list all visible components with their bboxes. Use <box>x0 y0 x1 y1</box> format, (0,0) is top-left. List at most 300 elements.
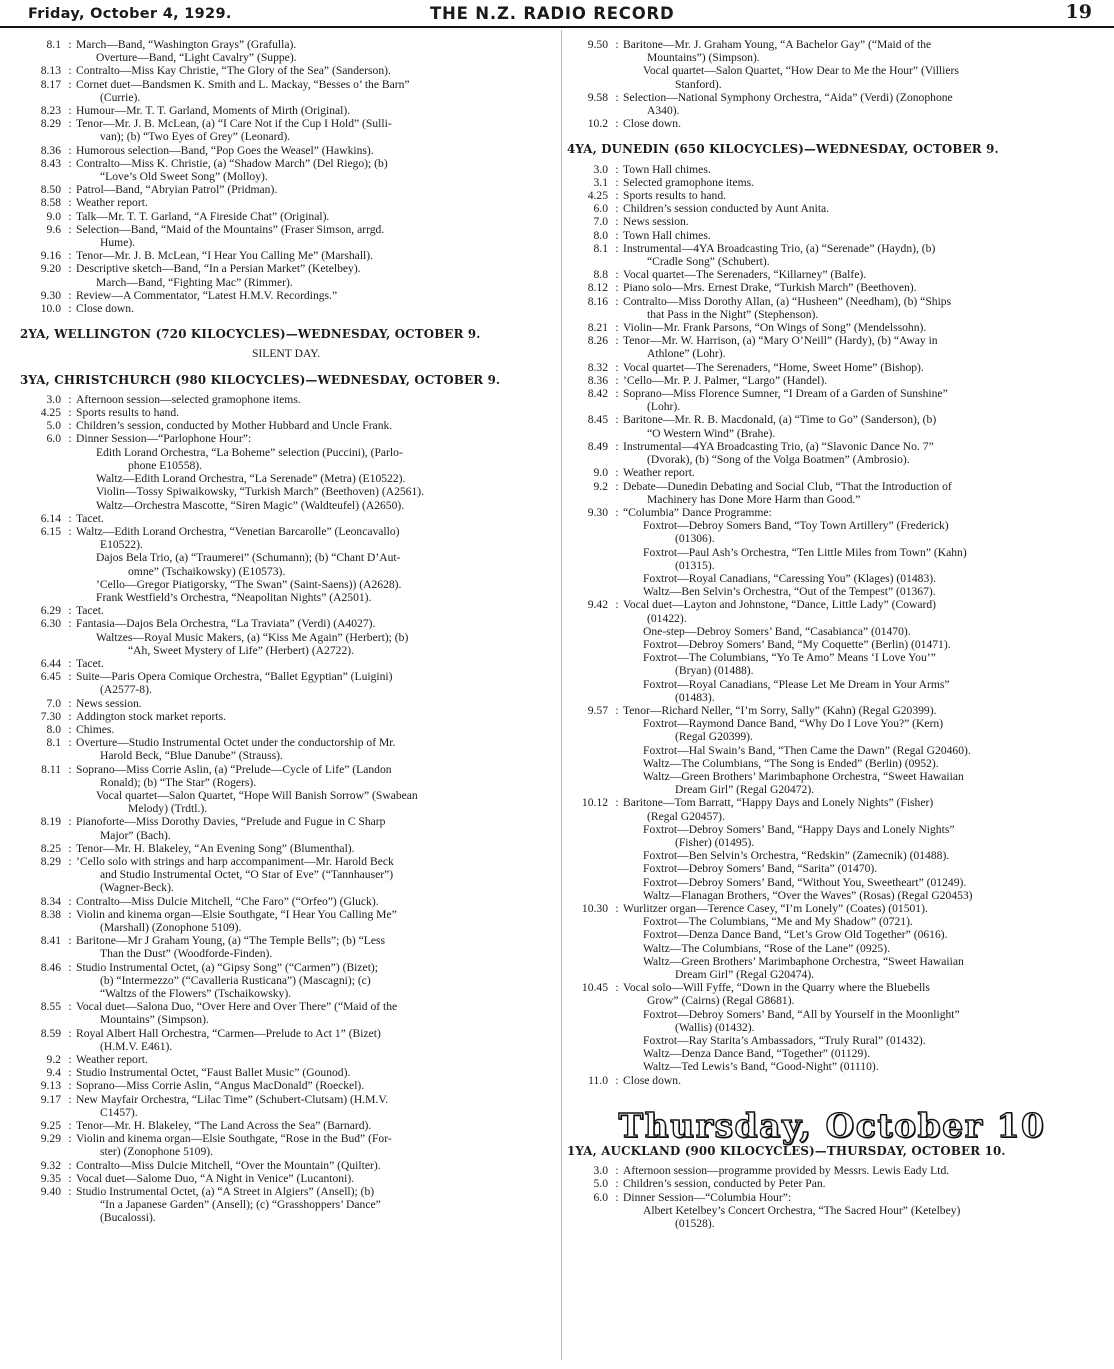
entry-time: 7.30 <box>40 709 61 723</box>
entry-text <box>76 934 552 960</box>
right-column <box>567 38 1097 1230</box>
station-note: SILENT DAY. <box>251 347 321 361</box>
time-separator: : <box>68 511 72 525</box>
entry-text <box>76 736 552 762</box>
programme-sub-entry <box>567 876 1097 889</box>
entry-time: 9.50 <box>587 38 608 51</box>
programme-sub-entry <box>567 64 1097 90</box>
entry-line: Studio Instrumental Octet, (a) “A Street in Algiers” (Ansell); (b) <box>76 1185 375 1199</box>
time-separator: : <box>68 196 72 210</box>
time-separator: : <box>615 598 619 612</box>
entry-text <box>76 1053 552 1066</box>
entry-text <box>76 1093 552 1119</box>
entry-time: 8.1 <box>46 38 61 51</box>
programme-entry <box>20 183 552 196</box>
programme-entry <box>20 117 552 143</box>
time-separator: : <box>615 189 619 203</box>
entry-time: 3.0 <box>593 162 608 176</box>
time-separator: : <box>68 960 72 974</box>
entry-text <box>76 763 552 789</box>
entry-line: Than the Dust” (Woodforde-Finden). <box>100 947 273 961</box>
time-separator: : <box>68 894 72 908</box>
programme-entry <box>20 78 552 104</box>
entry-time: 8.12 <box>587 281 608 295</box>
entry-line: omne” (Tschaikowsky) (E10573). <box>128 564 286 578</box>
entry-text <box>623 117 1097 130</box>
entry-line: Foxtrot—Paul Ash’s Orchestra, “Ten Little Miles from Town” (Kahn) <box>643 545 967 559</box>
entry-text <box>76 657 552 670</box>
entry-line: Melody) (Trdtl.). <box>128 802 208 816</box>
programme-entry <box>20 1027 552 1053</box>
entry-line: Foxtrot—Denza Dance Band, “Let’s Grow Old Together” (0616). <box>643 928 948 942</box>
entry-line: March—Band, “Washington Grays” (Grafulla). <box>76 38 297 51</box>
entry-line: (b) “Intermezzo” (“Cavalleria Rusticana”) (Mascagni); (c) <box>100 973 371 987</box>
entry-text <box>623 215 1097 228</box>
programme-entry <box>20 393 552 406</box>
entry-text <box>76 1119 552 1132</box>
entry-text <box>76 78 552 104</box>
entry-line: (Wagner-Beck). <box>100 881 174 895</box>
programme-sub-entry <box>567 757 1097 770</box>
entry-text <box>76 64 552 77</box>
entry-line: Vocal solo—Will Fyffe, “Down in the Quarry where the Bluebells <box>623 981 930 995</box>
entry-line: Grow” (Cairns) (Regal G8681). <box>647 994 795 1008</box>
time-separator: : <box>68 1185 72 1199</box>
entry-line: Baritone—Tom Barratt, “Happy Days and Lonely Nights” (Fisher) <box>623 796 934 810</box>
time-separator: : <box>68 1053 72 1067</box>
programme-sub-entry <box>567 1060 1097 1073</box>
entry-time: 9.2 <box>593 479 608 493</box>
programme-entry <box>20 1159 552 1172</box>
station-heading: 1YA, AUCKLAND (900 KILOCYCLES)—THURSDAY, OCTOBER 10. <box>567 1144 1006 1159</box>
entry-line: and Studio Instrumental Octet, “O Star of Eve” (“Tannhauser”) <box>100 868 394 882</box>
time-separator: : <box>68 392 72 406</box>
entry-line: Children’s session conducted by Aunt Anita. <box>623 202 830 216</box>
station-heading: 3YA, CHRISTCHURCH (980 KILOCYCLES)—WEDNESDAY, OCTOBER 9. <box>20 372 501 387</box>
entry-time: 8.13 <box>40 64 61 78</box>
time-separator: : <box>68 77 72 91</box>
entry-text <box>76 1066 552 1079</box>
programme-entry <box>20 961 552 1001</box>
station-heading: 2YA, WELLINGTON (720 KILOCYCLES)—WEDNESDAY, OCTOBER 9. <box>20 327 481 342</box>
entry-text <box>623 704 1097 717</box>
entry-text <box>76 855 552 895</box>
time-separator: : <box>68 38 72 51</box>
entry-time: 9.58 <box>587 90 608 104</box>
entry-line: (Fisher) (01495). <box>675 835 755 849</box>
time-separator: : <box>615 1190 619 1204</box>
time-separator: : <box>615 1164 619 1178</box>
time-separator: : <box>68 1132 72 1146</box>
entry-time: 8.29 <box>40 854 61 868</box>
programme-entry <box>20 604 552 617</box>
programme-entry <box>20 736 552 762</box>
entry-time: 8.36 <box>40 143 61 157</box>
time-separator: : <box>615 162 619 176</box>
time-separator: : <box>615 241 619 255</box>
time-separator: : <box>615 117 619 131</box>
entry-line: van); (b) “Two Eyes of Grey” (Leonard). <box>100 130 291 144</box>
entry-text <box>76 262 552 275</box>
left-column <box>20 38 552 1225</box>
entry-line: Contralto—Miss Dulcie Mitchell, “Che Faro” (“Orfeo”) (Gluck). <box>76 894 379 908</box>
entry-line: E10522). <box>100 538 143 552</box>
entry-time: 9.0 <box>593 466 608 480</box>
entry-line: Waltz—Edith Lorand Orchestra, “Venetian Barcarolle” (Leoncavallo) <box>76 524 400 538</box>
entry-line: (Dvorak), (b) “Song of the Volga Boatmen” (Ambrosio). <box>647 453 910 467</box>
programme-entry <box>20 196 552 209</box>
programme-entry <box>20 617 552 630</box>
entry-line: “Columbia” Dance Programme: <box>623 505 772 519</box>
entry-line: Wurlitzer organ—Terence Casey, “I’m Lonely” (Coates) (01501). <box>623 902 928 915</box>
entry-text <box>76 144 552 157</box>
entry-line: Waltz—Flanagan Brothers, “Over the Waves” (Rosas) (Regal G20453) <box>643 888 973 902</box>
entry-line: Soprano—Miss Florence Sumner, “I Dream of a Garden of Sunshine” <box>623 387 948 401</box>
time-separator: : <box>615 981 619 995</box>
entry-line: Albert Ketelbey’s Concert Orchestra, “The Sacred Hour” (Ketelbey) <box>643 1203 961 1217</box>
programme-entry <box>567 413 1097 439</box>
programme-entry <box>20 144 552 157</box>
entry-line: Review—A Commentator, “Latest H.M.V. Recordings.” <box>76 288 338 302</box>
entry-line: Studio Instrumental Octet, (a) “Gipsy Song” (“Carmen”) (Bizet); <box>76 960 378 974</box>
time-separator: : <box>68 249 72 263</box>
entry-time: 6.15 <box>40 524 61 538</box>
time-separator: : <box>615 1073 619 1087</box>
entry-time: 10.45 <box>581 981 608 995</box>
entry-time: 8.1 <box>46 736 61 750</box>
entry-line: Foxtrot—Debroy Somers’ Band, “Sarita” (01470). <box>643 862 878 876</box>
entry-line: Contralto—Miss K. Christie, (a) “Shadow March” (Del Riego); (b) <box>76 156 388 170</box>
entry-time: 3.0 <box>593 1164 608 1178</box>
entry-text <box>623 440 1097 466</box>
programme-entry <box>567 176 1097 189</box>
entry-text <box>623 202 1097 215</box>
entry-line: Tenor—Mr. J. B. McLean, “I Hear You Calling Me” (Marshall). <box>76 249 374 263</box>
entry-time: 8.8 <box>593 268 608 282</box>
programme-entry <box>20 432 552 445</box>
entry-line: Contralto—Miss Dorothy Allan, (a) “Husheen” (Needham), (b) “Ships <box>623 294 952 308</box>
entry-text <box>76 617 552 630</box>
entry-text <box>76 432 552 445</box>
entry-text <box>76 210 552 223</box>
entry-line: Baritone—Mr J Graham Young, (a) “The Temple Bells”; (b) “Less <box>76 934 386 948</box>
entry-time: 8.19 <box>40 815 61 829</box>
entry-line: Foxtrot—Debroy Somers’ Band, “My Coquette” (Berlin) (01471). <box>643 637 951 651</box>
programme-entry <box>567 91 1097 117</box>
time-separator: : <box>68 1079 72 1093</box>
entry-time: 8.41 <box>40 934 61 948</box>
entry-time: 7.0 <box>593 215 608 229</box>
entry-line: (01422). <box>647 611 687 625</box>
programme-entry <box>567 229 1097 242</box>
entry-time: 8.45 <box>587 413 608 427</box>
entry-line: Selection—Band, “Maid of the Mountains” (Fraser Simson, arrgd. <box>76 222 385 236</box>
entry-line: “O Western Wind” (Brahe). <box>647 426 776 440</box>
entry-time: 9.35 <box>40 1171 61 1185</box>
programme-sub-entry <box>567 915 1097 928</box>
programme-sub-entry <box>20 578 552 591</box>
programme-entry <box>20 710 552 723</box>
programme-entry <box>20 262 552 275</box>
programme-entry <box>20 104 552 117</box>
programme-entry <box>567 202 1097 215</box>
time-separator: : <box>68 1158 72 1172</box>
time-separator: : <box>615 321 619 335</box>
entry-line: (01483). <box>675 690 715 704</box>
time-separator: : <box>615 38 619 51</box>
time-separator: : <box>615 90 619 104</box>
entry-text <box>623 334 1097 360</box>
programme-entry <box>20 223 552 249</box>
time-separator: : <box>615 360 619 374</box>
entry-line: (01306). <box>675 532 715 546</box>
entry-line: Edith Lorand Orchestra, “La Boheme” selection (Puccini), (Parlo- <box>96 445 403 459</box>
time-separator: : <box>615 1177 619 1191</box>
time-separator: : <box>68 934 72 948</box>
time-separator: : <box>68 1119 72 1133</box>
programme-entry <box>567 466 1097 479</box>
entry-line: (Wallis) (01432). <box>675 1020 755 1034</box>
entry-time: 9.20 <box>40 262 61 276</box>
entry-time: 8.43 <box>40 156 61 170</box>
entry-line: Tenor—Mr. H. Blakeley, “The Land Across the Sea” (Barnard). <box>76 1119 372 1133</box>
time-separator: : <box>68 617 72 631</box>
programme-entry <box>567 295 1097 321</box>
entry-line: Foxtrot—Hal Swain’s Band, “Then Came the Dawn” (Regal G20460). <box>643 743 971 757</box>
programme-sub-entry <box>567 1047 1097 1060</box>
entry-text <box>76 604 552 617</box>
entry-line: (Bucalossi). <box>100 1211 156 1225</box>
entry-line: “Love’s Old Sweet Song” (Molloy). <box>100 170 268 184</box>
entry-line: New Mayfair Orchestra, “Lilac Time” (Schubert-Clutsam) (H.M.V. <box>76 1092 389 1106</box>
programme-sub-entry <box>567 862 1097 875</box>
entry-line: “Waltzs of the Flowers” (Tschaikowsky). <box>100 987 292 1001</box>
entry-line: A340). <box>647 104 680 118</box>
entry-line: Baritone—Mr. R. B. Macdonald, (a) “Time to Go” (Sanderson), (b) <box>623 413 937 427</box>
entry-line: Waltz—Denza Dance Band, “Together” (01129). <box>643 1047 871 1061</box>
time-separator: : <box>68 854 72 868</box>
entry-time: 8.55 <box>40 1000 61 1014</box>
programme-entry <box>20 657 552 670</box>
programme-entry <box>20 1079 552 1092</box>
entry-text <box>76 710 552 723</box>
programme-entry <box>20 64 552 77</box>
entry-time: 8.49 <box>587 439 608 453</box>
entry-line: Weather report. <box>76 196 148 210</box>
entry-text <box>623 163 1097 176</box>
entry-text <box>76 1079 552 1092</box>
entry-line: Vocal duet—Layton and Johnstone, “Dance, Little Lady” (Coward) <box>623 598 937 612</box>
entry-text <box>623 981 1097 1007</box>
page-number: 19 <box>1065 1 1092 23</box>
entry-line: Tenor—Mr. J. B. McLean, (a) “I Care Not if the Cup I Hold” (Sulli- <box>76 117 392 131</box>
time-separator: : <box>615 202 619 216</box>
programme-sub-entry <box>567 625 1097 638</box>
programme-entry <box>20 38 552 51</box>
issue-date: Friday, October 4, 1929. <box>28 6 232 22</box>
entry-time: 9.17 <box>40 1092 61 1106</box>
entry-line: Talk—Mr. T. T. Garland, “A Fireside Chat” (Original). <box>76 209 330 223</box>
programme-entry <box>567 440 1097 466</box>
entry-line: Dinner Session—“Columbia Hour”: <box>623 1190 792 1204</box>
programme-entry <box>20 723 552 736</box>
entry-line: Dajos Bela Trio, (a) “Traumerei” (Schumann); (b) “Chant D’Aut- <box>96 551 401 565</box>
entry-time: 3.0 <box>46 392 61 406</box>
entry-line: Foxtrot—The Columbians, “Yo Te Amo” Means ‘I Love You’” <box>643 651 936 665</box>
entry-text <box>76 895 552 908</box>
programme-sub-entry <box>567 638 1097 651</box>
programme-sub-entry <box>567 717 1097 743</box>
entry-time: 10.0 <box>40 302 61 316</box>
time-separator: : <box>68 656 72 670</box>
programme-entry <box>567 361 1097 374</box>
entry-time: 8.29 <box>40 117 61 131</box>
entry-text <box>76 697 552 710</box>
entry-time: 10.30 <box>581 902 608 915</box>
entry-line: Suite—Paris Opera Comique Orchestra, “Ballet Egyptian” (Luigini) <box>76 670 393 684</box>
time-separator: : <box>68 815 72 829</box>
entry-text <box>76 104 552 117</box>
programme-sub-entry <box>20 276 552 289</box>
entry-text <box>76 223 552 249</box>
programme-entry <box>20 895 552 908</box>
entry-text <box>623 413 1097 439</box>
entry-line: One-step—Debroy Somers’ Band, “Casabianca” (01470). <box>643 624 911 638</box>
entry-line: Foxtrot—Debroy Somers’ Band, “Happy Days and Lonely Nights” <box>643 822 955 836</box>
entry-time: 6.30 <box>40 617 61 631</box>
time-separator: : <box>68 209 72 223</box>
time-separator: : <box>68 670 72 684</box>
entry-line: Afternoon session—programme provided by Messrs. Lewis Eady Ltd. <box>623 1164 950 1178</box>
time-separator: : <box>68 183 72 197</box>
entry-line: Afternoon session—selected gramophone items. <box>76 392 301 406</box>
page-header <box>0 0 1114 28</box>
time-separator: : <box>68 604 72 618</box>
programme-entry <box>567 1191 1097 1204</box>
entry-line: Studio Instrumental Octet, “Faust Ballet Music” (Gounod). <box>76 1066 351 1080</box>
programme-entry <box>567 321 1097 334</box>
programme-entry <box>567 902 1097 915</box>
entry-text <box>76 908 552 934</box>
time-separator: : <box>68 524 72 538</box>
entry-line: Foxtrot—Debroy Somers Band, “Toy Town Artillery” (Frederick) <box>643 519 949 533</box>
entry-time: 4.25 <box>587 189 608 203</box>
programme-sub-entry <box>567 942 1097 955</box>
programme-sub-entry <box>567 928 1097 941</box>
entry-line: Foxtrot—Royal Canadians, “Caressing You” (Klages) (01483). <box>643 571 937 585</box>
entry-line: Tenor—Richard Neller, “I’m Sorry, Sally” (Kahn) (Regal G20399). <box>623 703 937 717</box>
programme-entry <box>20 1000 552 1026</box>
entry-line: Vocal quartet—The Serenaders, “Killarney” (Balfe). <box>623 268 867 282</box>
entry-line: Chimes. <box>76 722 115 736</box>
entry-line: Foxtrot—Debroy Somers’ Band, “Without You, Sweetheart” (01249). <box>643 875 967 889</box>
entry-text <box>76 1000 552 1026</box>
column-divider <box>561 30 562 1360</box>
programme-entry <box>567 1177 1097 1190</box>
programme-entry <box>567 117 1097 130</box>
programme-sub-entry <box>20 499 552 512</box>
entry-line: Close down. <box>76 302 134 316</box>
entry-line: Major” (Bach). <box>100 828 171 842</box>
time-separator: : <box>68 419 72 433</box>
programme-entry <box>567 38 1097 64</box>
programme-entry <box>20 406 552 419</box>
entry-line: Descriptive sketch—Band, “In a Persian Market” (Ketelbey). <box>76 262 361 276</box>
time-separator: : <box>68 1000 72 1014</box>
entry-line: Town Hall chimes. <box>623 162 711 176</box>
programme-sub-entry <box>567 678 1097 704</box>
programme-sub-entry <box>567 519 1097 545</box>
entry-text <box>623 1164 1097 1177</box>
entry-time: 10.12 <box>581 796 608 810</box>
entry-time: 6.14 <box>40 511 61 525</box>
entry-line: Hume). <box>100 236 136 250</box>
entry-line: phone E10558). <box>128 458 203 472</box>
programme-sub-entry <box>567 955 1097 981</box>
entry-line: “Ah, Sweet Mystery of Life” (Herbert) (A2722). <box>128 643 354 657</box>
entry-line: Mountains”) (Simpson). <box>647 51 760 65</box>
programme-entry <box>20 908 552 934</box>
entry-text <box>623 1191 1097 1204</box>
entry-line: Weather report. <box>623 466 695 480</box>
entry-line: Frank Westfield’s Orchestra, “Neapolitan Nights” (A2501). <box>96 590 372 604</box>
entry-time: 8.32 <box>587 360 608 374</box>
time-separator: : <box>615 334 619 348</box>
programme-entry <box>20 302 552 315</box>
time-separator: : <box>615 268 619 282</box>
programme-entry <box>567 374 1097 387</box>
programme-entry <box>567 242 1097 268</box>
programme-entry <box>20 210 552 223</box>
entry-time: 8.21 <box>587 321 608 335</box>
entry-text <box>623 387 1097 413</box>
programme-sub-entry <box>20 591 552 604</box>
time-separator: : <box>68 104 72 118</box>
entry-text <box>76 249 552 262</box>
entry-line: Waltz—Orchestra Mascotte, “Siren Magic” (Waldteufel) (A2650). <box>96 498 405 512</box>
entry-line: Children’s session, conducted by Peter Pan. <box>623 1177 826 1191</box>
entry-time: 8.50 <box>40 183 61 197</box>
entry-line: Fantasia—Dajos Bela Orchestra, “La Traviata” (Verdi) (A4027). <box>76 617 376 631</box>
entry-time: 11.0 <box>588 1073 608 1087</box>
time-separator: : <box>68 222 72 236</box>
programme-entry <box>20 855 552 895</box>
programme-sub-entry <box>567 572 1097 585</box>
programme-sub-entry <box>567 585 1097 598</box>
entry-line: Machinery has Done More Harm than Good.” <box>647 492 861 506</box>
entry-line: Close down. <box>623 117 681 131</box>
entry-line: ’Cello solo with strings and harp accompaniment—Mr. Harold Beck <box>76 854 394 868</box>
entry-line: (Regal G20457). <box>647 809 725 823</box>
programme-entry <box>20 1172 552 1185</box>
time-separator: : <box>615 439 619 453</box>
entry-text <box>76 723 552 736</box>
entry-text <box>623 1177 1097 1190</box>
entry-time: 5.0 <box>46 419 61 433</box>
entry-line: Town Hall chimes. <box>623 228 711 242</box>
entry-line: Vocal duet—Salome Duo, “A Night in Venice” (Lucantoni). <box>76 1171 355 1185</box>
station-heading: 4YA, DUNEDIN (650 KILOCYCLES)—WEDNESDAY, OCTOBER 9. <box>567 142 999 157</box>
time-separator: : <box>615 281 619 295</box>
entry-line: News session. <box>76 696 142 710</box>
entry-line: Selected gramophone items. <box>623 175 755 189</box>
entry-line: Harold Beck, “Blue Danube” (Strauss). <box>100 749 283 763</box>
entry-text <box>623 506 1097 519</box>
programme-entry <box>20 1119 552 1132</box>
entry-time: 8.42 <box>587 387 608 401</box>
entry-time: 8.25 <box>40 841 61 855</box>
time-separator: : <box>68 841 72 855</box>
